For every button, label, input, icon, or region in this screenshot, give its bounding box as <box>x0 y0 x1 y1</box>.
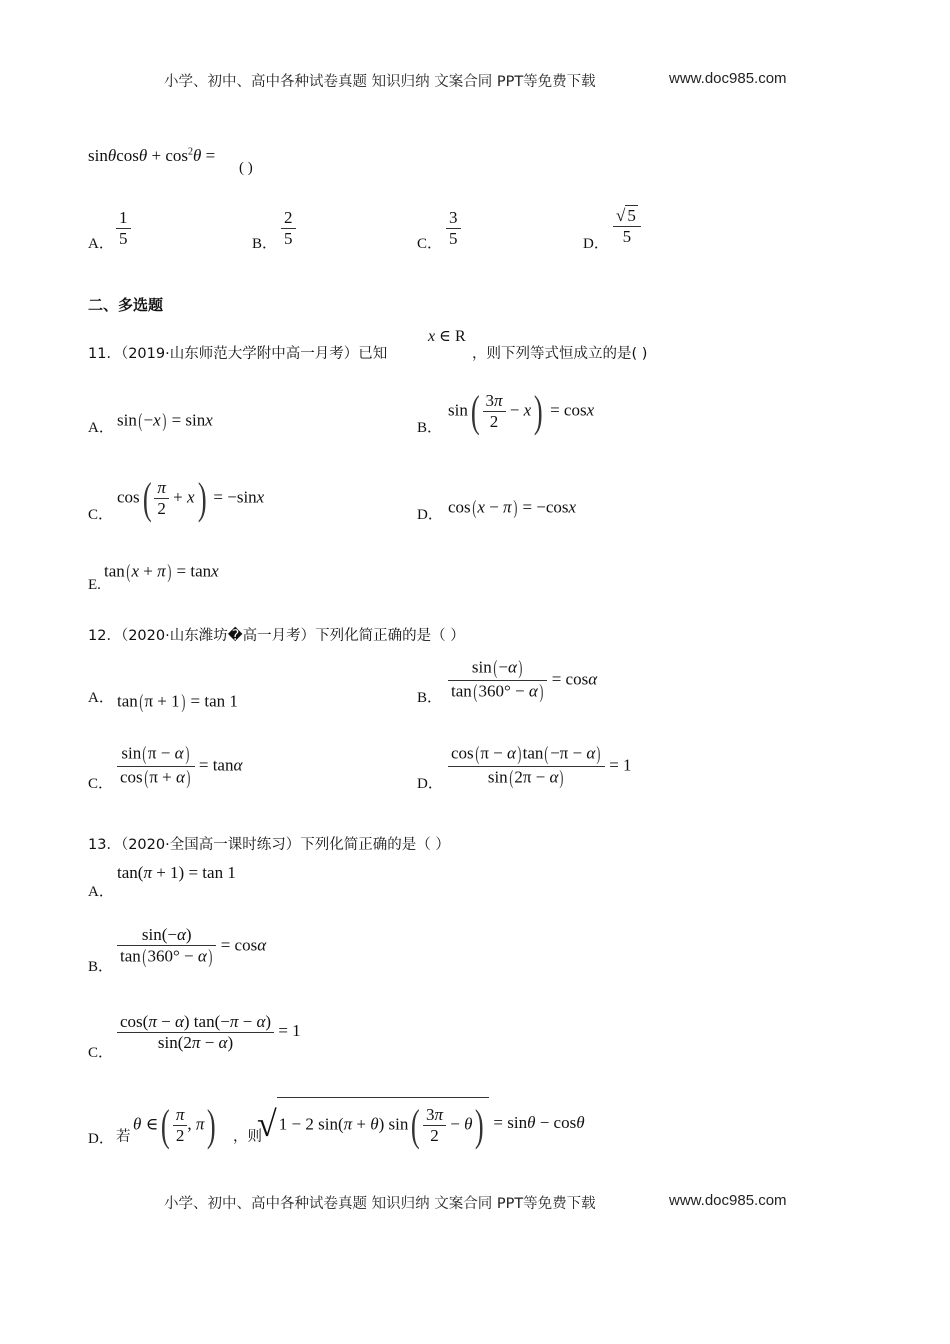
q11-option-d-label: D． <box>417 507 443 523</box>
q11-option-e-label: E. <box>88 577 101 593</box>
q11-number: 11． <box>88 346 121 362</box>
q11-option-a-formula: sin(−x) = sinx <box>117 410 213 432</box>
section-title-multiple-choice: 二、多选题 <box>88 296 164 314</box>
q12-option-d-formula: $\frac{\cos(\pi - \alpha)\tan(-\pi - \alpha)}{\sin(2\pi - \alpha)}$ = 1 <box>448 743 632 790</box>
q12-option-c-label: C． <box>88 776 114 792</box>
header-banner-text: 小学、初中、高中各种试卷真题 知识归纳 文案合同 PPT等免费下载 <box>164 74 596 90</box>
q11-stem <box>88 342 387 363</box>
footer-site-link[interactable]: www.doc985.com <box>669 1192 787 1209</box>
q10-option-b-fraction: $\frac{2}{5}$ <box>281 208 296 248</box>
q10-option-c-label: C． <box>417 236 443 252</box>
q12-option-b-formula: $\frac{\sin(-\alpha)}{\tan(360^\circ - \alpha)}$ = cosα <box>448 657 597 704</box>
q13-option-d-label: D． <box>88 1131 114 1147</box>
q13-option-d-formula: √ 1 − 2 sin(π + θ) sin( $\frac{3\pi}{2}$ − θ) = sinθ − cosθ <box>257 1097 585 1151</box>
q13-text: （2020·全国高一课时练习）下列化简正确的是（ ） <box>120 837 450 853</box>
q12-option-b-label: B． <box>417 690 443 706</box>
q10-option-d-fraction: $\frac{√ 5}{5}$ <box>613 205 641 246</box>
header-site-link[interactable]: www.doc985.com <box>669 70 787 87</box>
q10-option-d-label: D． <box>583 236 609 252</box>
q11-option-c-formula: cos( $\frac{\pi}{2}$ + x) = −sinx <box>117 474 265 523</box>
q12-option-a-formula: tan(π + 1) = tan 1 <box>117 691 238 713</box>
q13-option-c-formula: $\frac{\cos(\pi - \alpha) \tan(-\pi - \alpha)}{\sin(2\pi - \alpha)}$ = 1 <box>117 1012 301 1052</box>
q10-option-c-fraction: $\frac{3}{5}$ <box>446 208 461 248</box>
q12-option-c-formula: $\frac{\sin(\pi - \alpha)}{\cos(\pi + \alpha)}$ = tanα <box>117 743 242 790</box>
q11-source: （2019·山东师范大学附中高一月考）已知 <box>120 346 388 362</box>
q11-option-b-label: B． <box>417 420 443 436</box>
q13-option-a-label: A． <box>88 884 114 900</box>
q13-option-b-label: B． <box>88 959 114 975</box>
q13-stem <box>88 833 450 854</box>
q12-number: 12． <box>88 628 121 644</box>
q10-option-b-label: B． <box>252 236 278 252</box>
q11-condition: x ∈ R <box>428 328 466 345</box>
q12-option-d-label: D． <box>417 776 443 792</box>
q13-number: 13． <box>88 837 121 853</box>
q11-option-e-formula: tan(x + π) = tanx <box>104 561 219 583</box>
q10-answer-bracket: ( ) <box>239 160 253 176</box>
q10-expression: $\sin\theta\cos\theta + \cos^2\theta$ = <box>88 146 216 165</box>
q10-option-a-label: A． <box>88 236 114 252</box>
q11-option-a-label: A． <box>88 420 114 436</box>
q13-option-d-then: ，则 <box>233 1129 262 1145</box>
q12-text: （2020·山东潍坊�高一月考）下列化简正确的是（ ） <box>120 628 465 644</box>
q13-option-d-condition: θ ∈( $\frac{\pi}{2}$ , π) <box>133 1101 217 1150</box>
q11-option-d-formula: cos(x − π) = −cosx <box>448 497 577 519</box>
q10-option-a-fraction: $\frac{1}{5}$ <box>116 208 131 248</box>
footer-banner-text: 小学、初中、高中各种试卷真题 知识归纳 文案合同 PPT等免费下载 <box>164 1196 596 1212</box>
q11-stem-tail: ，则下列等式恒成立的是( ) <box>472 346 648 362</box>
q11-option-b-formula: sin( $\frac{3\pi}{2}$ − x) = cosx <box>448 387 595 436</box>
q12-stem <box>88 624 465 645</box>
q13-option-b-formula: $\frac{\sin(-\alpha)}{\tan(360^\circ - \alpha)}$ = cosα <box>117 925 266 969</box>
q13-option-c-label: C． <box>88 1045 114 1061</box>
q13-option-d-if: 若 <box>116 1129 131 1145</box>
q12-option-a-label: A． <box>88 690 114 706</box>
q11-option-c-label: C． <box>88 507 114 523</box>
q13-option-a-formula: tan(π + 1) = tan 1 <box>117 863 236 882</box>
